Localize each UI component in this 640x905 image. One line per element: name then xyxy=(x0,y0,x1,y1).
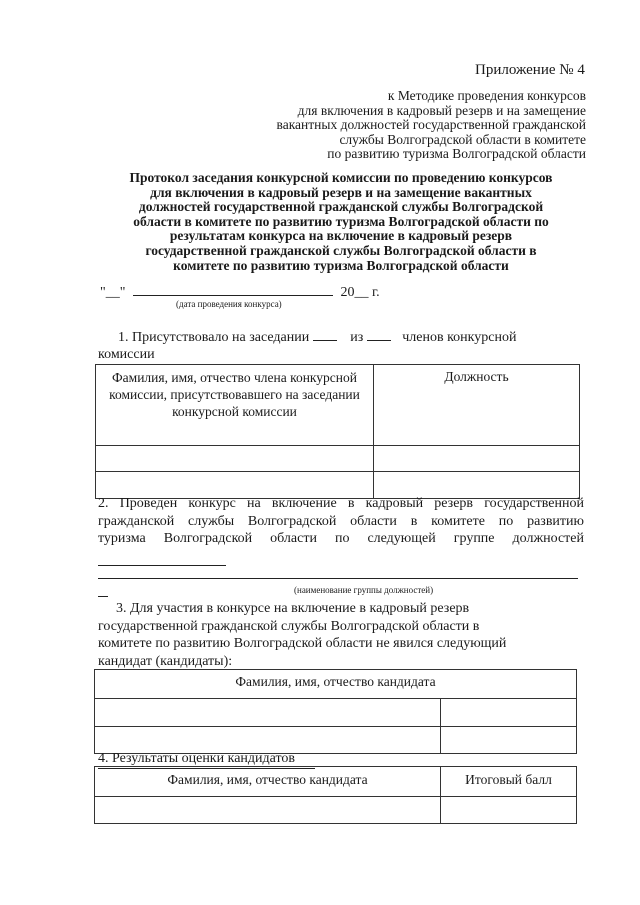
table-row xyxy=(95,797,577,824)
appendix-line: для включения в кадровый резерв и на замещение xyxy=(297,102,586,118)
section1-text-end: членов конкурсной xyxy=(402,330,517,345)
section3-line: кандидат (кандидаты): xyxy=(98,653,233,669)
date-day: "__" xyxy=(100,285,126,300)
section2-text xyxy=(98,495,584,548)
date-caption: (дата проведения конкурса) xyxy=(176,299,282,309)
member-name-header: Фамилия, имя, отчество члена конкурсной комиссии, присутствовавшего на заседании конкурсной комиссии xyxy=(96,365,374,446)
position-group-field-2[interactable] xyxy=(98,578,578,579)
table-row xyxy=(96,446,580,472)
appendix-line: к Методике проведения конкурсов xyxy=(387,88,586,103)
protocol-title-line: должностей государственной гражданской службы Волгоградской xyxy=(138,199,544,215)
date-year: 20__ г. xyxy=(340,285,380,300)
position-header: Должность xyxy=(374,365,580,446)
total-count-field[interactable] xyxy=(367,328,391,341)
protocol-title xyxy=(96,171,586,273)
appendix-line: службы Волгоградской области в комитете xyxy=(339,131,586,147)
candidate-name-header: Фамилия, имя, отчество кандидата xyxy=(95,767,441,797)
members-table xyxy=(95,364,580,499)
table-cell[interactable] xyxy=(441,699,577,727)
section1-text-mid: из xyxy=(350,330,364,345)
candidate-name-header: Фамилия, имя, отчество кандидата xyxy=(95,670,577,699)
table-cell[interactable] xyxy=(95,699,441,727)
section1-text xyxy=(118,328,516,347)
protocol-title-line: для включения в кадровый резерв и на замещение вакантных xyxy=(150,184,532,200)
appendix-line: вакантных должностей государственной гражданской xyxy=(276,117,586,133)
present-count-field[interactable] xyxy=(313,328,337,341)
final-score-header: Итоговый балл xyxy=(441,767,577,797)
table-cell[interactable] xyxy=(441,727,577,754)
section3-line: 3. Для участия в конкурсе на включение в кадровый резерв xyxy=(116,601,470,616)
protocol-title-line: области в комитете по развитию туризма Волгоградской области по xyxy=(133,213,549,229)
section4-title: 4. Результаты оценки кандидатов xyxy=(98,750,315,769)
protocol-title-line: результатам конкурса на включение в кадровый резерв xyxy=(169,228,513,244)
section2-line: гражданской службы Волгоградской области в комитете по развитию xyxy=(98,513,584,529)
table-cell[interactable] xyxy=(441,797,577,824)
table-row xyxy=(95,670,577,699)
table-cell[interactable] xyxy=(374,446,580,472)
absent-candidates-table xyxy=(94,669,577,754)
table-row xyxy=(95,767,577,797)
table-row xyxy=(95,699,577,727)
position-group-field-1[interactable] xyxy=(98,565,226,566)
results-table xyxy=(94,766,577,824)
appendix-reference xyxy=(200,89,586,162)
appendix-title: Приложение № 4 xyxy=(475,62,585,78)
protocol-title-line: государственной гражданской службы Волгоградской области в xyxy=(145,242,537,258)
section3-text xyxy=(98,600,584,670)
table-cell[interactable] xyxy=(96,446,374,472)
protocol-title-line: комитете по развитию туризма Волгоградской области xyxy=(173,257,509,273)
section2-line: 2. Проведен конкурс на включение в кадровый резерв государственной xyxy=(98,496,584,511)
position-group-caption: (наименование группы должностей) xyxy=(294,585,434,595)
protocol-title-line: Протокол заседания конкурсной комиссии по проведению конкурсов xyxy=(129,170,553,185)
section1-text-cont: комиссии xyxy=(98,347,155,362)
section2-line: туризма Волгоградской области по следующей группе должностей xyxy=(98,531,584,546)
section3-line: комитете по развитию Волгоградской области не явился следующий xyxy=(98,636,507,651)
section1-text-start: 1. Присутствовало на заседании xyxy=(118,330,310,345)
section3-line: государственной гражданской службы Волгоградской области в xyxy=(98,618,480,634)
table-row xyxy=(96,365,580,446)
date-month-field[interactable] xyxy=(133,283,333,296)
position-group-field-3[interactable] xyxy=(98,596,108,597)
appendix-line: по развитию туризма Волгоградской области xyxy=(327,146,586,162)
table-cell[interactable] xyxy=(95,797,441,824)
